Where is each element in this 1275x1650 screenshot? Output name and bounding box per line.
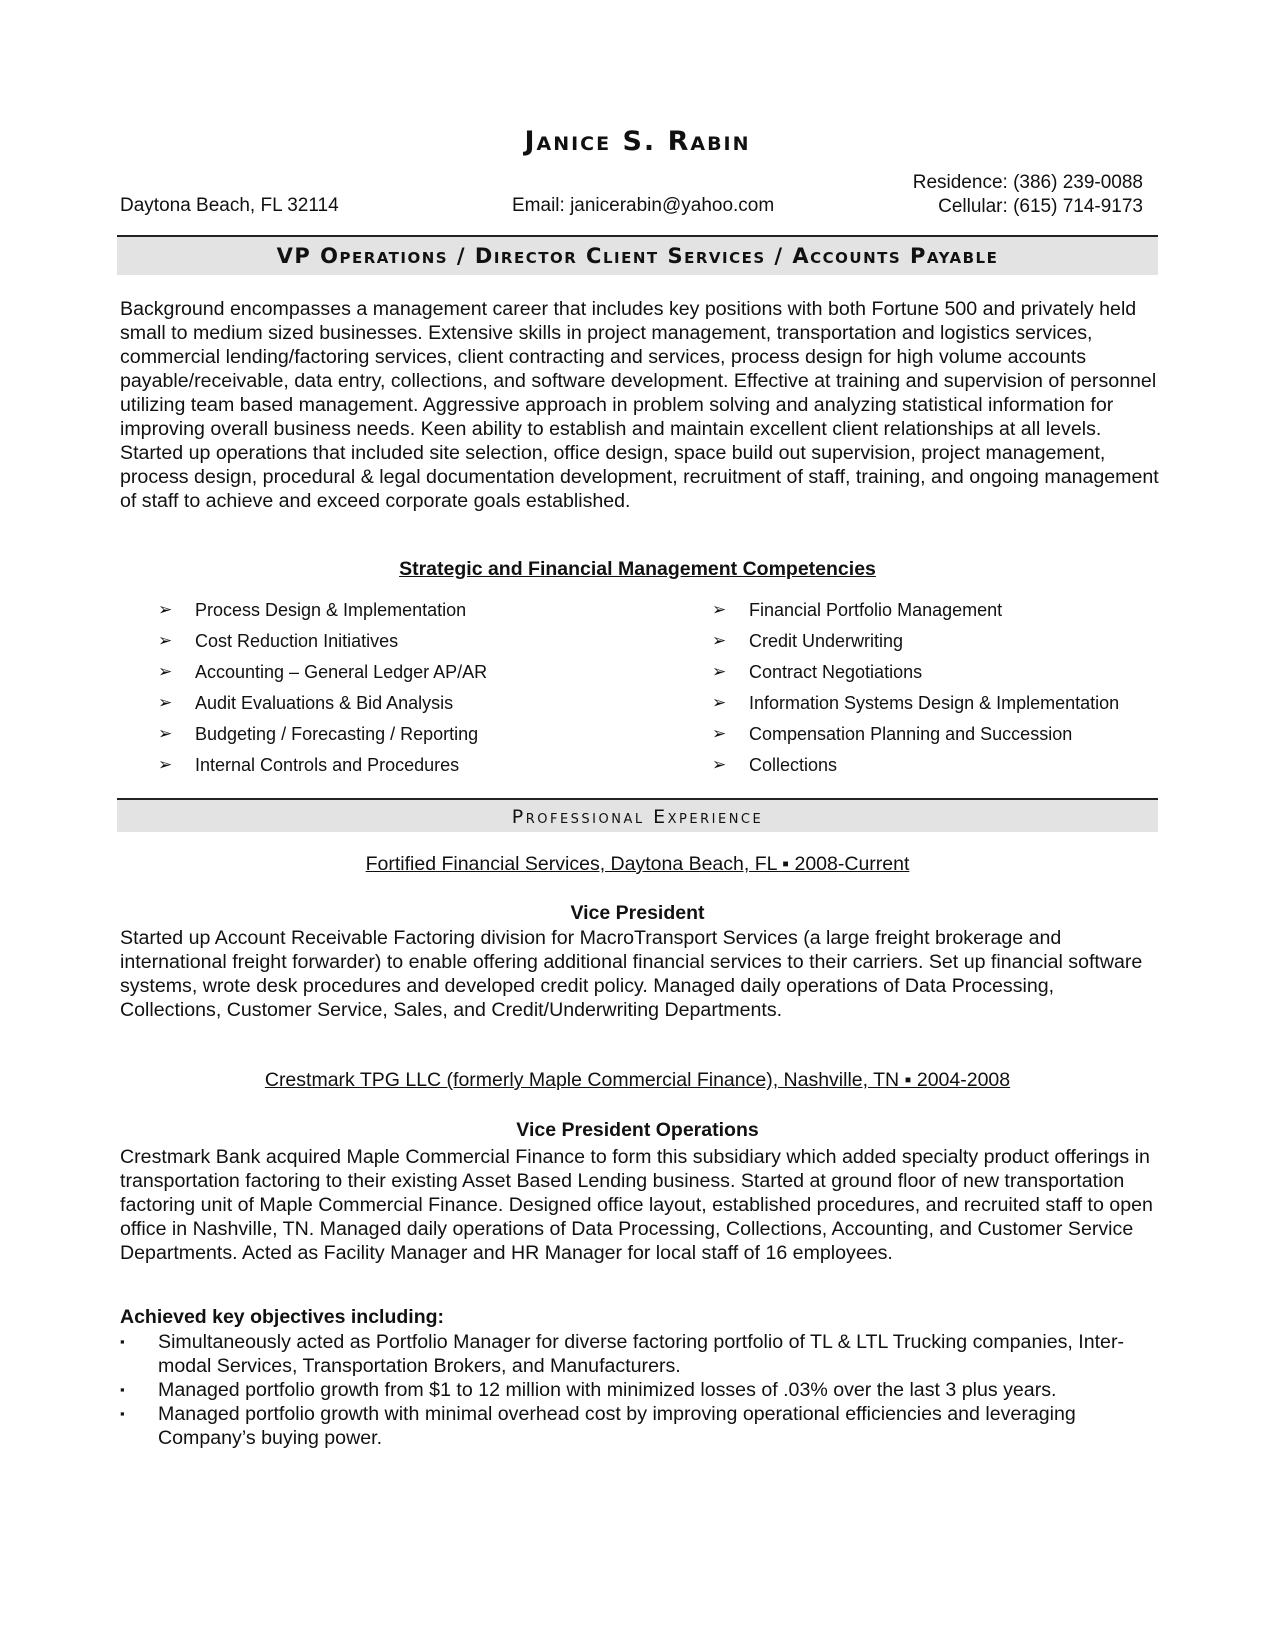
list-item xyxy=(158,660,487,691)
square-bullet-icon: ▪ xyxy=(120,1334,125,1349)
list-item xyxy=(158,598,487,629)
experience-band: Professional Experience xyxy=(117,798,1158,832)
arrow-bullet-icon: ➢ xyxy=(158,600,173,619)
contact-location: Daytona Beach, FL 32114 xyxy=(120,195,339,216)
list-item xyxy=(712,660,1119,691)
employer-line: Fortified Financial Services, Daytona Beach, FL ▪ 2008-Current xyxy=(365,853,910,875)
list-item xyxy=(712,629,1119,660)
title-band: VP Operations / Director Client Services / Accounts Payable xyxy=(117,235,1158,275)
achievement-text: Simultaneously acted as Portfolio Manager for diverse factoring portfolio of TL & LTL Trucking companies, Inter-modal Services, Transportation Brokers, and Manufacturers. xyxy=(158,1331,1125,1377)
competencies-list-right xyxy=(712,598,1119,784)
contact-phones xyxy=(913,171,1143,219)
arrow-bullet-icon: ➢ xyxy=(712,724,727,743)
competencies-list-left xyxy=(158,598,487,784)
list-item xyxy=(120,1402,1160,1450)
competency-label: Internal Controls and Procedures xyxy=(195,755,460,775)
arrow-bullet-icon: ➢ xyxy=(158,662,173,681)
job-description: Crestmark Bank acquired Maple Commercial Finance to form this subsidiary which added specialty product offerings in transportation factoring to their existing Asset Based Lending business. Started at ground floor of new transportation factoring unit of Maple Commercial Finance. Designed office layout, established procedures, and recruited staff to open office in Nashville, TN. Managed daily operations of Data Processing, Collections, Accounting, and Customer Service Departments. Acted as Facility Manager and HR Manager for local staff of 16 employees. xyxy=(120,1146,1153,1264)
achievements-heading: Achieved key objectives including: xyxy=(120,1306,445,1328)
employer-line: Crestmark TPG LLC (formerly Maple Commercial Finance), Nashville, TN ▪ 2004-2008 xyxy=(264,1069,1011,1091)
competency-label: Cost Reduction Initiatives xyxy=(195,631,399,651)
competency-label: Information Systems Design & Implementation xyxy=(749,693,1120,713)
cellular-phone: Cellular: (615) 714-9173 xyxy=(938,196,1143,217)
arrow-bullet-icon: ➢ xyxy=(158,755,173,774)
summary-paragraph: Background encompasses a management career that includes key positions with both Fortune 500 and privately held small to medium sized businesses. Extensive skills in project management, transportation and logistics services, commercial lending/factoring services, client contracting and services, process design for high volume accounts payable/receivable, data entry, collections, and software development. Effective at training and supervision of personnel utilizing team based management. Aggressive approach in problem solving and analyzing statistical information for improving overall business needs. Keen ability to establish and maintain excellent client relationships at all levels. Started up operations that included site selection, office design, space build out supervision, project management, process design, procedural & legal documentation development, recruitment of staff, training, and ongoing management of staff to achieve and exceed corporate goals established. xyxy=(120,298,1159,512)
list-item xyxy=(712,722,1119,753)
arrow-bullet-icon: ➢ xyxy=(712,600,727,619)
job-description: Started up Account Receivable Factoring division for MacroTransport Services (a large freight brokerage and international freight forwarder) to enable offering additional financial services to their carriers. Set up financial software systems, wrote desk procedures and developed credit policy. Managed daily operations of Data Processing, Collections, Customer Service, Sales, and Credit/Underwriting Departments. xyxy=(120,927,1143,1021)
arrow-bullet-icon: ➢ xyxy=(712,755,727,774)
contact-email: Email: janicerabin@yahoo.com xyxy=(512,195,775,216)
competency-label: Collections xyxy=(749,755,838,775)
competency-label: Budgeting / Forecasting / Reporting xyxy=(195,724,479,744)
competencies-heading xyxy=(0,558,1275,581)
square-bullet-icon: ▪ xyxy=(120,1382,125,1397)
achievements-list xyxy=(120,1330,1160,1450)
list-item xyxy=(120,1378,1160,1402)
list-item xyxy=(158,691,487,722)
arrow-bullet-icon: ➢ xyxy=(712,631,727,650)
list-item xyxy=(120,1330,1160,1378)
arrow-bullet-icon: ➢ xyxy=(158,631,173,650)
list-item xyxy=(158,629,487,660)
residence-phone: Residence: (386) 239-0088 xyxy=(912,172,1143,193)
competency-label: Accounting – General Ledger AP/AR xyxy=(195,662,488,682)
list-item xyxy=(712,691,1119,722)
competency-label: Compensation Planning and Succession xyxy=(749,724,1073,744)
square-bullet-icon: ▪ xyxy=(120,1406,125,1421)
list-item xyxy=(712,598,1119,629)
arrow-bullet-icon: ➢ xyxy=(712,662,727,681)
arrow-bullet-icon: ➢ xyxy=(158,693,173,712)
competencies-heading-text: Strategic and Financial Management Competencies xyxy=(399,558,876,580)
competency-label: Process Design & Implementation xyxy=(195,600,467,620)
arrow-bullet-icon: ➢ xyxy=(712,693,727,712)
achievement-text: Managed portfolio growth with minimal overhead cost by improving operational efficiencies and leveraging Company’s buying power. xyxy=(158,1403,1076,1449)
job-title: Vice President Operations xyxy=(516,1119,759,1141)
competency-label: Contract Negotiations xyxy=(749,662,923,682)
candidate-name: Janice S. Rabin xyxy=(524,126,751,157)
competency-label: Audit Evaluations & Bid Analysis xyxy=(195,693,454,713)
job-title: Vice President xyxy=(570,902,705,924)
arrow-bullet-icon: ➢ xyxy=(158,724,173,743)
list-item xyxy=(158,722,487,753)
competency-label: Financial Portfolio Management xyxy=(749,600,1003,620)
list-item xyxy=(158,753,487,784)
achievement-text: Managed portfolio growth from $1 to 12 million with minimized losses of .03% over the last 3 plus years. xyxy=(158,1379,1057,1401)
list-item xyxy=(712,753,1119,784)
competency-label: Credit Underwriting xyxy=(749,631,904,651)
